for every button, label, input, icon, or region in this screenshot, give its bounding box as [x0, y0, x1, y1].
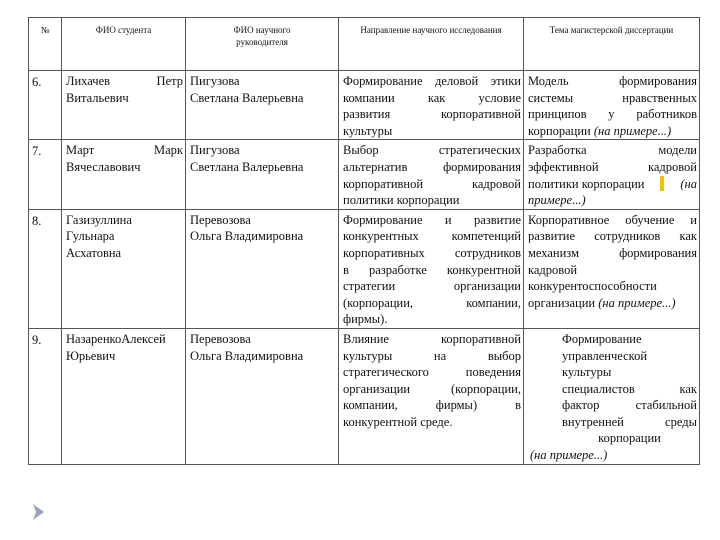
- direction-line: альтернатив формирования: [343, 159, 521, 174]
- table-row: [29, 71, 700, 140]
- topic-line: [528, 176, 697, 193]
- direction-cell: [339, 140, 524, 209]
- header-supervisor-l1: ФИО научного: [233, 25, 291, 35]
- topic-line: Модель формирования: [528, 74, 697, 88]
- topic-line: принципов у работников: [528, 107, 697, 122]
- student-line: Асхатовна: [66, 245, 122, 260]
- header-student: ФИО студента: [62, 18, 186, 71]
- student-line: Витальевич: [66, 90, 129, 105]
- student-line: Гульнара: [66, 229, 115, 244]
- direction-line: (корпорации, компании,: [343, 295, 521, 310]
- student-cell: [62, 140, 186, 209]
- direction-line: фирмы).: [343, 312, 388, 327]
- topic-cell: [524, 328, 700, 464]
- topic-line: эффективной кадровой: [528, 159, 697, 174]
- topic-line: культуры: [562, 365, 612, 380]
- row-number: 9.: [29, 328, 62, 464]
- supervisor-line: Светлана Валерьевна: [190, 90, 304, 105]
- topic-line: механизм формирования: [528, 245, 697, 260]
- direction-line: Формирование и развитие: [343, 212, 521, 227]
- direction-line: конкурентной среде.: [343, 414, 453, 429]
- supervisor-cell: [186, 328, 339, 464]
- direction-line: компании, фирмы) в: [343, 398, 521, 413]
- row-number: 7.: [29, 140, 62, 209]
- topic-italic: (на: [680, 176, 697, 191]
- topic-line: конкурентоспособности: [528, 279, 657, 294]
- direction-line: организации (корпорации,: [343, 381, 521, 396]
- supervisor-line: Перевозова: [190, 212, 251, 227]
- topic-line: [528, 295, 697, 312]
- table-row: [29, 328, 700, 464]
- topic-italic: (на примере...): [598, 295, 676, 310]
- supervisor-cell: [186, 71, 339, 140]
- topic-line: Формирование: [562, 331, 642, 346]
- topic-cell: [524, 71, 700, 140]
- table-row: [29, 209, 700, 328]
- topic-line: корпорации: [598, 431, 661, 446]
- student-line: Юрьевич: [66, 348, 116, 363]
- direction-line: политики корпорации: [343, 193, 460, 208]
- topic-line: кадровой: [528, 262, 578, 277]
- topic-line: фактор стабильной: [562, 398, 697, 413]
- topic-line: системы нравственных: [528, 90, 697, 105]
- student-line: Март Марк: [66, 143, 183, 158]
- student-line: Вячеславович: [66, 159, 141, 174]
- direction-line: культуры на выбор: [343, 348, 521, 363]
- direction-cell: [339, 71, 524, 140]
- topic-text: корпорации: [528, 123, 591, 138]
- student-cell: [62, 71, 186, 140]
- supervisor-cell: [186, 140, 339, 209]
- header-num: №: [29, 18, 62, 71]
- student-cell: [62, 209, 186, 328]
- header-supervisor: [186, 18, 339, 71]
- direction-line: компании как условие: [343, 90, 521, 105]
- dissertation-table: [28, 17, 700, 465]
- header-row: [29, 18, 700, 71]
- header-topic: Тема магистерской диссертации: [524, 18, 700, 71]
- topic-italic: (на примере...): [593, 123, 672, 138]
- direction-line: Влияние корпоративной: [343, 331, 521, 346]
- student-line: Лихачев Петр: [66, 74, 183, 88]
- topic-text: политики корпорации: [528, 176, 645, 191]
- topic-line: управленческой: [562, 348, 648, 363]
- table-row: [29, 140, 700, 209]
- student-line: НазаренкоАлексей: [66, 331, 166, 346]
- supervisor-cell: [186, 209, 339, 328]
- topic-line: Корпоративное обучение и: [528, 212, 697, 227]
- direction-line: корпоративной кадровой: [343, 176, 521, 191]
- student-cell: [62, 328, 186, 464]
- topic-cell: [524, 140, 700, 209]
- supervisor-line: Перевозова: [190, 331, 251, 346]
- topic-line: внутренней среды: [562, 414, 697, 429]
- supervisor-line: Светлана Валерьевна: [190, 159, 304, 174]
- supervisor-line: Ольга Владимировна: [190, 229, 304, 244]
- direction-cell: [339, 209, 524, 328]
- topic-italic: (на примере...): [530, 448, 608, 463]
- topic-cell: [524, 209, 700, 328]
- row-number: 6.: [29, 71, 62, 140]
- topic-text: организации: [528, 295, 596, 310]
- topic-line: [528, 123, 697, 140]
- topic-italic: примере...): [528, 193, 586, 208]
- next-slide-arrow-icon[interactable]: [31, 503, 45, 521]
- header-direction: Направление научного исследования: [339, 18, 524, 71]
- direction-line: стратегического поведения: [343, 365, 521, 380]
- direction-line: культуры: [343, 123, 393, 138]
- topic-line: Разработка модели: [528, 143, 697, 158]
- direction-line: Выбор стратегических: [343, 143, 521, 158]
- student-line: Газизуллина: [66, 212, 132, 227]
- supervisor-line: Пигузова: [190, 74, 240, 88]
- row-number: 8.: [29, 209, 62, 328]
- topic-line: специалистов как: [562, 381, 697, 396]
- supervisor-line: Ольга Владимировна: [190, 348, 304, 363]
- header-supervisor-l2: руководителя: [236, 37, 288, 47]
- direction-line: Формирование деловой этики: [343, 74, 521, 88]
- supervisor-line: Пигузова: [190, 143, 240, 158]
- direction-line: развития корпоративной: [343, 107, 521, 122]
- direction-cell: [339, 328, 524, 464]
- text-cursor-highlight: [660, 176, 664, 191]
- direction-line: корпоративных сотрудников: [343, 245, 521, 260]
- direction-line: в разработке конкурентной: [343, 262, 521, 277]
- direction-line: стратегии организации: [343, 279, 521, 294]
- direction-line: конкурентных компетенций: [343, 229, 521, 244]
- topic-line: развитие сотрудников как: [528, 229, 697, 244]
